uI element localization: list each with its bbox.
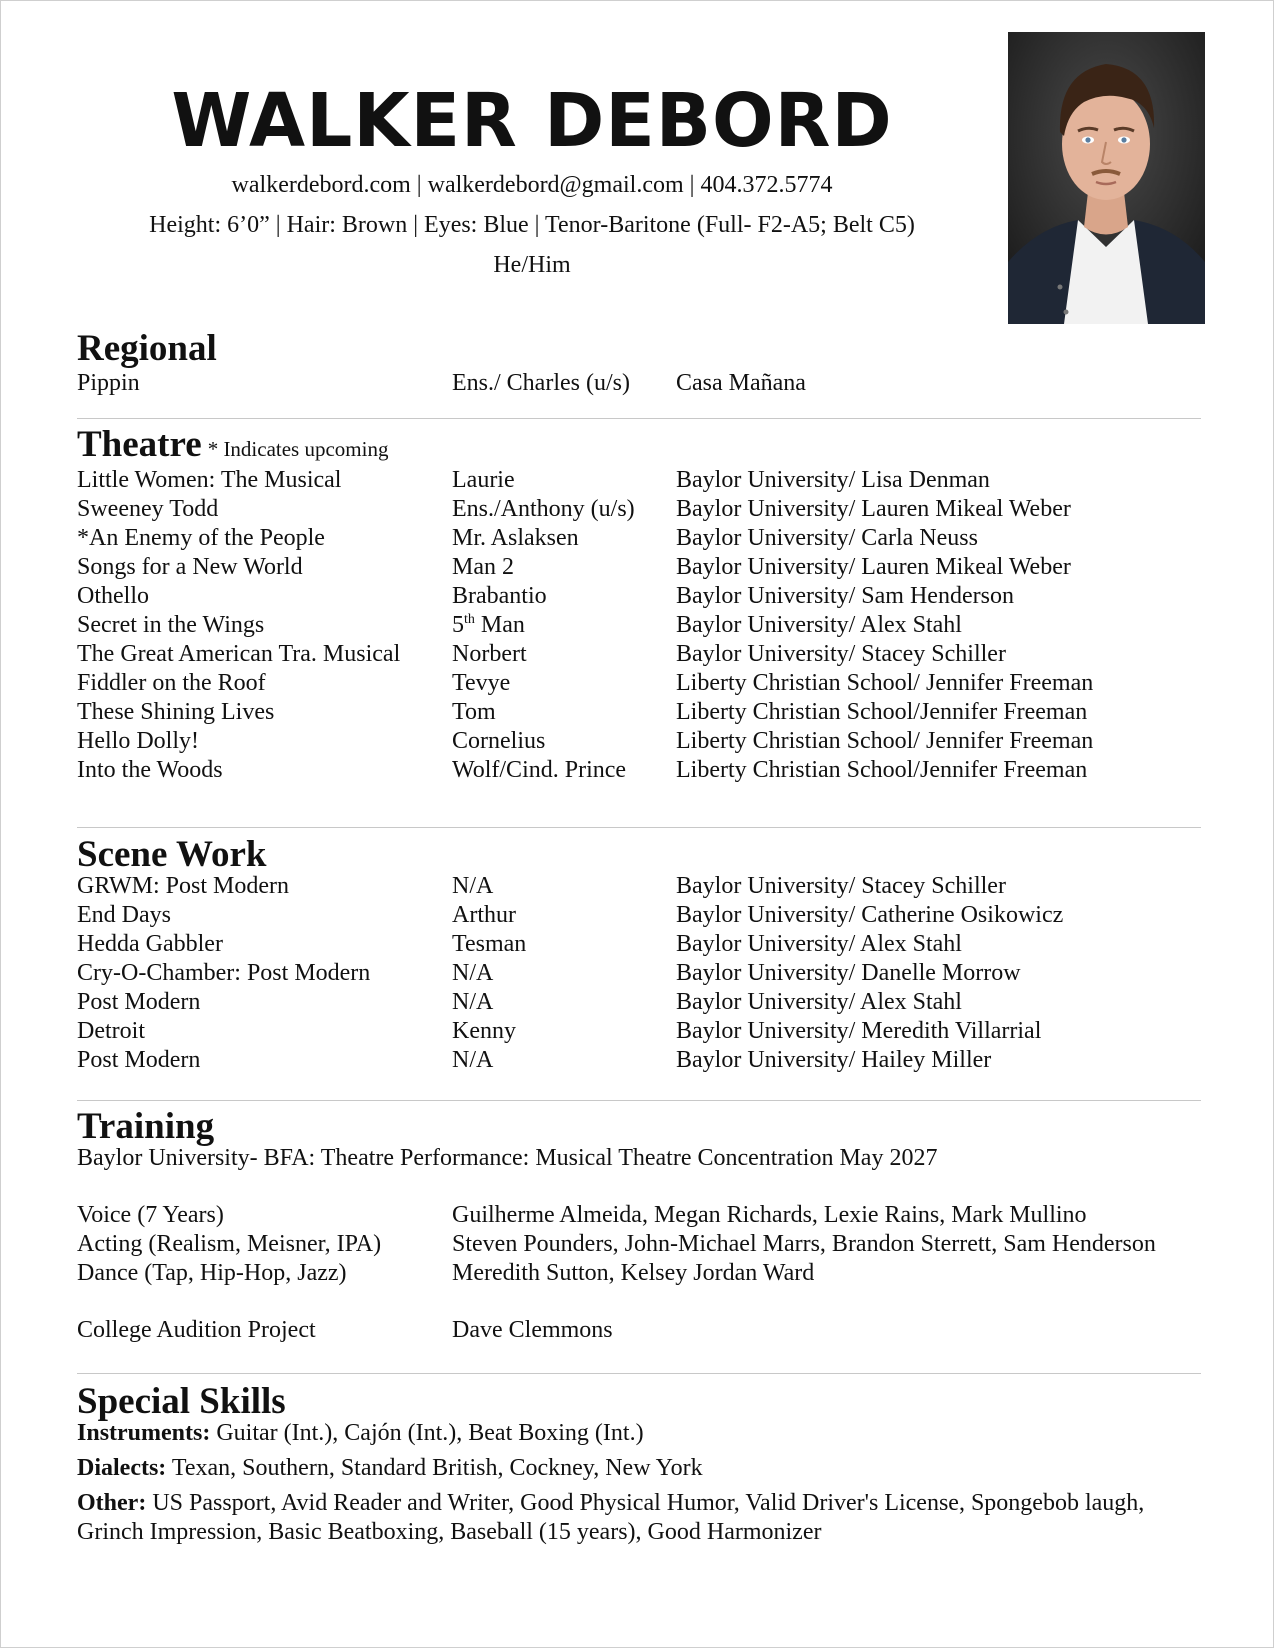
role: N/A [452,989,494,1015]
scene-work-section [77,835,1201,1075]
training-row [77,1230,1201,1259]
scene-work-heading: Scene Work [77,834,267,875]
role: Tom [452,699,496,725]
training-area: College Audition Project [77,1317,316,1343]
training-heading: Training [77,1106,215,1147]
venue: Liberty Christian School/Jennifer Freeman [676,757,1088,783]
role: Cornelius [452,728,546,754]
upcoming-note: * Indicates upcoming [207,437,389,461]
training-row [77,1259,1201,1288]
role: Arthur [452,902,516,928]
show-title: Detroit [77,1018,145,1044]
venue: Baylor University/ Alex Stahl [676,989,962,1015]
other-skills-line [77,1489,1201,1547]
show-title: Little Women: The Musical [77,467,342,493]
show-title: Post Modern [77,989,201,1015]
role: Mr. Aslaksen [452,525,579,551]
show-title: Hello Dolly! [77,728,199,754]
section-divider [77,1373,1201,1374]
credit-row [77,959,1201,988]
show-title: Cry-O-Chamber: Post Modern [77,960,371,986]
stats-line: Height: 6’0” | Hair: Brown | Eyes: Blue | Tenor-Baritone (Full- F2-A5; Belt C5) [149,212,915,238]
training-area: Acting (Realism, Meisner, IPA) [77,1231,382,1257]
instruments-line [77,1419,1201,1448]
show-title: GRWM: Post Modern [77,873,290,899]
venue: Baylor University/ Sam Henderson [676,583,1014,609]
role: Kenny [452,1018,516,1044]
credit-row [77,582,1201,611]
venue: Liberty Christian School/Jennifer Freeman [676,699,1088,725]
theatre-heading [77,425,1201,469]
role: Tevye [452,670,511,696]
training-teachers: Dave Clemmons [452,1317,613,1343]
venue: Liberty Christian School/ Jennifer Freeman [676,728,1094,754]
training-teachers: Guilherme Almeida, Megan Richards, Lexie Rains, Mark Mullino [452,1202,1087,1228]
show-title: Fiddler on the Roof [77,670,266,696]
credit-row [77,611,1201,640]
venue: Baylor University/ Lauren Mikeal Weber [676,554,1071,580]
headshot-photo [1008,32,1205,324]
credit-row [77,640,1201,669]
credit-row [77,466,1201,495]
training-section [77,1107,1201,1345]
credit-row [77,727,1201,756]
training-row [77,1316,1201,1345]
credit-row [77,669,1201,698]
instruments-value: Guitar (Int.), Cajón (Int.), Beat Boxing (Int.) [210,1420,644,1446]
pronouns-line: He/Him [493,252,571,278]
training-row [77,1201,1201,1230]
credit-row [77,369,1201,398]
show-title: Into the Woods [77,757,223,783]
role: N/A [452,873,494,899]
venue: Baylor University/ Alex Stahl [676,612,962,638]
instruments-label: Instruments: [77,1420,211,1446]
show-title: Sweeney Todd [77,496,219,522]
show-title: End Days [77,902,171,928]
credit-row [77,901,1201,930]
dialects-value: Texan, Southern, Standard British, Cockney, New York [166,1455,703,1481]
section-divider [77,1100,1201,1101]
credit-row [77,698,1201,727]
show-title: The Great American Tra. Musical [77,641,401,667]
regional-section [77,329,1201,398]
actor-name: WALKER DEBORD [171,78,893,164]
role-number: 5 [452,612,464,638]
degree-line: Baylor University- BFA: Theatre Performance: Musical Theatre Concentration May 2027 [77,1145,938,1171]
role: N/A [452,960,494,986]
venue: Baylor University/ Stacey Schiller [676,873,1006,899]
role: Ens./ Charles (u/s) [452,370,630,396]
show-title: Pippin [77,370,140,396]
venue: Baylor University/ Catherine Osikowicz [676,902,1064,928]
credit-row [77,524,1201,553]
headshot-illustration [1008,32,1205,324]
role: Laurie [452,467,515,493]
show-title: Secret in the Wings [77,612,265,638]
venue: Baylor University/ Alex Stahl [676,931,962,957]
role: Ens./Anthony (u/s) [452,496,635,522]
show-title: Post Modern [77,1047,201,1073]
contact-line: walkerdebord.com | walkerdebord@gmail.com | 404.372.5774 [231,172,833,198]
regional-heading: Regional [77,328,217,369]
role: Norbert [452,641,527,667]
dialects-label: Dialects: [77,1455,167,1481]
credit-row [77,930,1201,959]
venue: Baylor University/ Stacey Schiller [676,641,1006,667]
training-area: Voice (7 Years) [77,1202,224,1228]
training-teachers: Meredith Sutton, Kelsey Jordan Ward [452,1260,815,1286]
other-value: US Passport, Avid Reader and Writer, Good Physical Humor, Valid Driver's License, Spongebob laugh, Grinch Impression, Basic Beatboxing, Baseball (15 years), Good Harmonizer [77,1490,1145,1545]
venue: Baylor University/ Hailey Miller [676,1047,992,1073]
role-ordinal: th [464,612,475,627]
theatre-title: Theatre [77,424,202,465]
section-divider [77,418,1201,419]
credit-row [77,495,1201,524]
theatre-section [77,425,1201,785]
training-area: Dance (Tap, Hip-Hop, Jazz) [77,1260,347,1286]
credit-row [77,756,1201,785]
show-title: Othello [77,583,149,609]
show-title: *An Enemy of the People [77,525,325,551]
dialects-line [77,1454,1201,1483]
credit-row [77,1017,1201,1046]
venue: Baylor University/ Meredith Villarrial [676,1018,1042,1044]
venue: Baylor University/ Lisa Denman [676,467,990,493]
credit-row [77,553,1201,582]
venue: Baylor University/ Danelle Morrow [676,960,1021,986]
credit-row [77,988,1201,1017]
training-teachers: Steven Pounders, John-Michael Marrs, Brandon Sterrett, Sam Henderson [452,1231,1156,1257]
venue: Liberty Christian School/ Jennifer Freeman [676,670,1094,696]
show-title: Songs for a New World [77,554,303,580]
venue: Baylor University/ Lauren Mikeal Weber [676,496,1071,522]
show-title: These Shining Lives [77,699,275,725]
special-skills-heading: Special Skills [77,1381,286,1422]
role: Tesman [452,931,527,957]
credit-row [77,1046,1201,1075]
section-divider [77,827,1201,828]
role [452,611,525,640]
show-title: Hedda Gabbler [77,931,223,957]
venue: Baylor University/ Carla Neuss [676,525,978,551]
role-rest: Man [474,612,525,638]
credit-row [77,872,1201,901]
role: Man 2 [452,554,514,580]
role: N/A [452,1047,494,1073]
venue: Casa Mañana [676,370,806,396]
special-skills-section [77,1382,1201,1547]
role: Wolf/Cind. Prince [452,757,627,783]
other-label: Other: [77,1490,147,1516]
role: Brabantio [452,583,547,609]
